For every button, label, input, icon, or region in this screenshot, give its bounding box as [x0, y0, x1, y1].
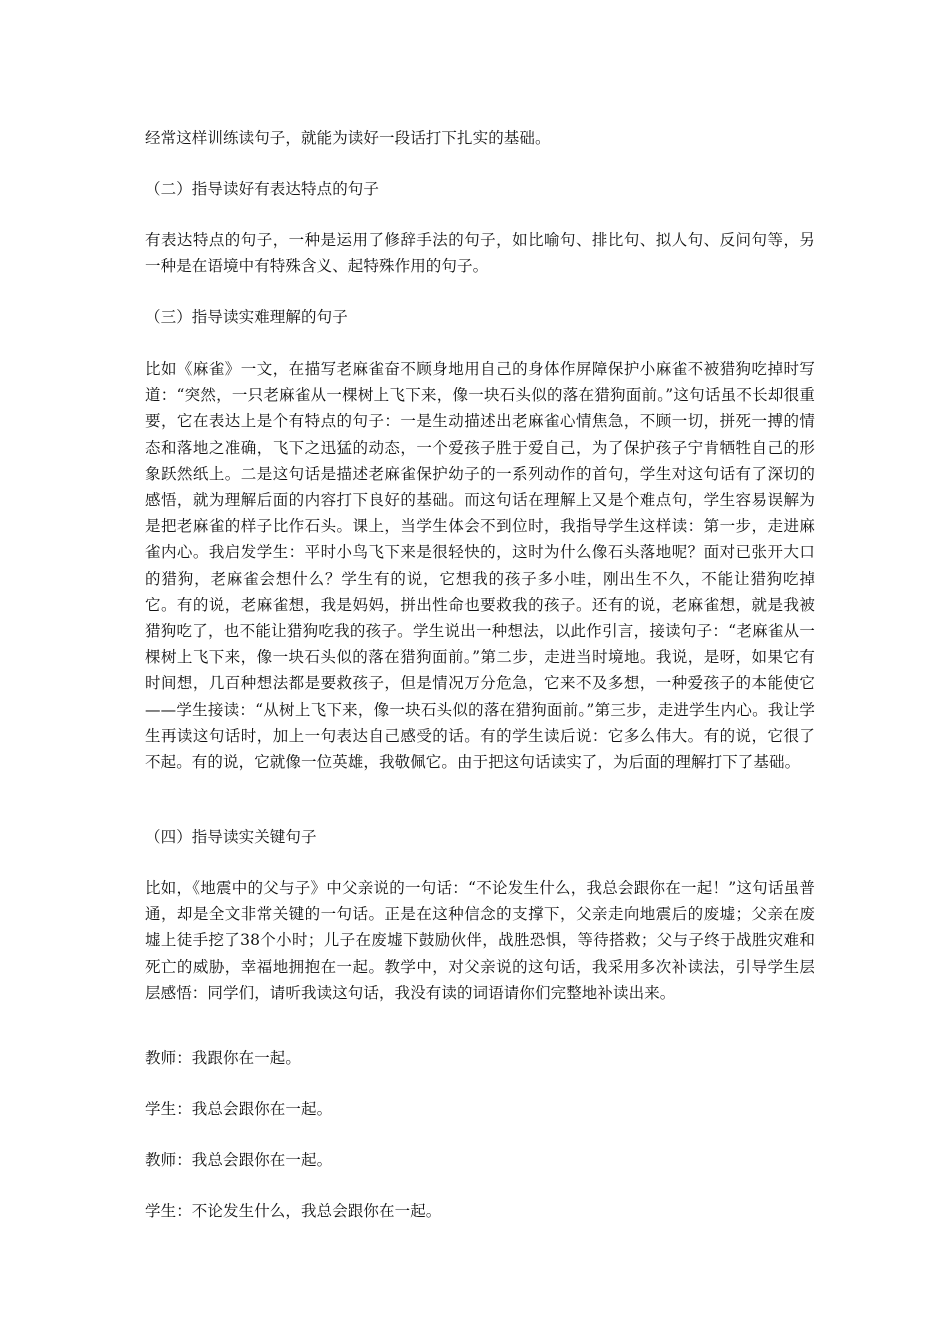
paragraph-earthquake-example: 比如，《地震中的父与子》中父亲说的一句话：“不论发生什么，我总会跟你在一起！”这句话虽普通，却是全文非常关键的一句话。正是在这种信念的支撑下，父亲走向地震后的废墟；父亲在废墟上徒手挖了38个小时；儿子在废墟下鼓励伙伴，战胜恐惧，等待搭救；父与子终于战胜灾难和死亡的威胁，幸福地拥抱在一起。教学中，对父亲说的这句话，我采用多次补读法，引导学生层层感悟：同学们，请听我读这句话，我没有读的词语请你们完整地补读出来。 — [145, 879, 815, 1002]
heading-section-two: （二）指导读好有表达特点的句子 — [145, 180, 380, 198]
heading-section-three: （三）指导读实难理解的句子 — [145, 308, 348, 326]
dialogue-line-teacher-2: 教师：我总会跟你在一起。 — [145, 1151, 333, 1169]
paragraph-reading-foundation: 经常这样训练读句子，就能为读好一段话打下扎实的基础。 — [145, 129, 551, 147]
dialogue-line-teacher-1: 教师：我跟你在一起。 — [145, 1049, 302, 1067]
paragraph-expressive-sentences: 有表达特点的句子，一种是运用了修辞手法的句子，如比喻句、排比句、拟人句、反问句等，另一种是在语境中有特殊含义、起特殊作用的句子。 — [145, 231, 815, 276]
dialogue-line-student-2: 学生：不论发生什么，我总会跟你在一起。 — [145, 1202, 442, 1220]
dialogue-line-student-1: 学生：我总会跟你在一起。 — [145, 1100, 333, 1118]
heading-section-four: （四）指导读实关键句子 — [145, 828, 317, 846]
paragraph-sparrow-example: 比如《麻雀》一文，在描写老麻雀奋不顾身地用自己的身体作屏障保护小麻雀不被猎狗吃掉时写道：“突然，一只老麻雀从一棵树上飞下来，像一块石头似的落在猎狗面前。”这句话虽不长却很重要，它在表达上是个有特点的句子：一是生动描述出老麻雀心情焦急，不顾一切，拼死一搏的情态和落地之准确，飞下之迅猛的动态，一个爱孩子胜于爱自己，为了保护孩子宁肯牺牲自己的形象跃然纸上。二是这句话是描述老麻雀保护幼子的一系列动作的首句，学生对这句话有了深切的感悟，就为理解后面的内容打下良好的基础。而这句话在理解上又是个难点句，学生容易误解为是把老麻雀的样子比作石头。课上，当学生体会不到位时，我指导学生这样读：第一步，走进麻雀内心。我启发学生：平时小鸟飞下来是很轻快的，这时为什么像石头落地呢？面对已张开大口的猎狗，老麻雀会想什么？学生有的说，它想我的孩子多小哇，刚出生不久，不能让猎狗吃掉它。有的说，老麻雀想，我是妈妈，拼出性命也要救我的孩子。还有的说，老麻雀想，就是我被猎狗吃了，也不能让猎狗吃我的孩子。学生说出一种想法，以此作引言，接读句子：“老麻雀从一棵树上飞下来，像一块石头似的落在猎狗面前。”第二步，走进当时境地。我说，是呀，如果它有时间想，几百种想法都是要救孩子，但是情况万分危急，它来不及多想，一种爱孩子的本能使它——学生接读：“从树上飞下来，像一块石头似的落在猎狗面前。”第三步，走进学生内心。我让学生再读这句话时，加上一句表达自己感受的话。有的学生读后说：它多么伟大。有的说，它很了不起。有的说，它就像一位英雄，我敬佩它。由于把这句话读实了，为后面的理解打下了基础。 — [145, 360, 815, 772]
